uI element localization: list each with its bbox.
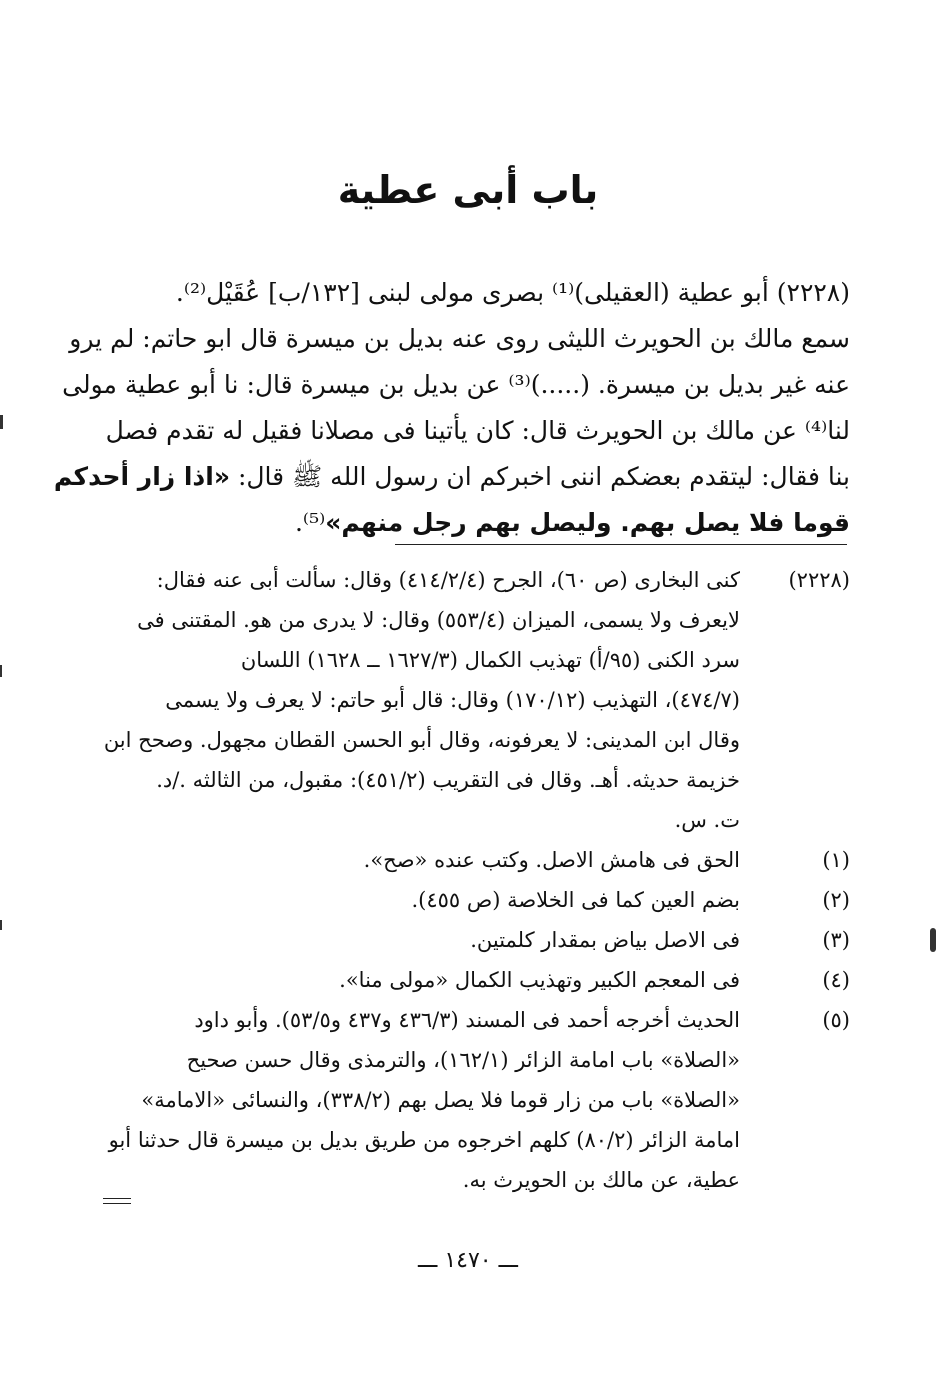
footnote-line: امامة الزائر (٨٠/٢) كلهم اخرجوه من طريق بديل بن ميسرة قال حدثنا أبو — [108, 1128, 740, 1152]
main-line — [95, 500, 850, 546]
main-line: سمع مالك بن الحويرث الليثى روى عنه بديل بن ميسرة قال ابو حاتم: لم يرو — [69, 324, 850, 353]
main-line: لنا⁽⁴⁾ عن مالك بن الحويرث قال: كان يأتينا فى مصلانا فقيل له تقدم فصل — [105, 416, 850, 445]
footnote-line: (٤٧٤/٧)، التهذيب (١٧٠/١٢) وقال: قال أبو حاتم: لا يعرف ولا يسمى — [165, 688, 740, 712]
end-rule — [103, 1198, 131, 1204]
hadith-text-start: «اذا زار أحدكم — [53, 462, 230, 491]
footnote-number: (٤) — [822, 968, 850, 992]
footnote-line: الحق فى هامش الاصل. وكتب عنده «صح». — [363, 848, 740, 872]
footnote-separator — [395, 544, 847, 545]
footnote-line: خزيمة حديثه. أهـ. وقال فى التقريب (٤٥١/٢): مقبول، من الثالثه ./د. — [156, 768, 740, 792]
main-line-text: بنا فقال: ليتقدم بعضكم اننى اخبركم ان رسول الله ﷺ قال: — [237, 462, 850, 491]
footnote-number: (٣) — [822, 928, 850, 952]
footnote-number: (٥) — [822, 1008, 850, 1032]
footnote-line: «الصلاة» باب من زار قوما فلا يصل بهم (٣٣٨/٢)، والنسائى «الامامة» — [141, 1088, 740, 1112]
footnote-number: (١) — [822, 848, 850, 872]
footnote-2228 — [95, 560, 850, 840]
footnote-line: عطية، عن مالك بن الحويرث به. — [462, 1168, 740, 1192]
footnote-number: (٢) — [822, 888, 850, 912]
footnote-line: وقال ابن المدينى: لا يعرفونه، وقال أبو الحسن القطان مجهول. وصحح ابن — [103, 728, 740, 752]
footnote-line: بضم العين كما فى الخلاصة (ص ٤٥٥). — [411, 888, 740, 912]
scan-edge-mark — [0, 665, 2, 677]
footnote-5 — [95, 1000, 850, 1200]
scan-edge-mark — [930, 928, 936, 952]
main-text — [53, 270, 850, 546]
footnote-ref: ⁽⁵⁾. — [294, 508, 326, 537]
footnote-line: فى الاصل بياض بمقدار كلمتين. — [470, 928, 740, 952]
hadith-text-end: قوما فلا يصل بهم. وليصل بهم رجل منهم» — [325, 508, 850, 537]
main-line — [53, 454, 850, 500]
footnote-line: لايعرف ولا يسمى، الميزان (٥٥٣/٤) وقال: لا يدرى من هو. المقتنى فى — [137, 608, 740, 632]
page-number: ـــ ١٤٧٠ ـــ — [418, 1248, 518, 1273]
footnote-2 — [95, 880, 850, 920]
main-line: عنه غير بديل بن ميسرة. (.....)⁽³⁾ عن بديل بن ميسرة قال: نا أبو عطية مولى — [62, 370, 850, 399]
footnote-3 — [95, 920, 850, 960]
footnote-line: «الصلاة» باب امامة الزائر (١٦٢/١)، والترمذى وقال حسن صحيح — [186, 1048, 740, 1072]
main-line: (٢٢٢٨) أبو عطية (العقيلى)⁽¹⁾ بصرى مولى لبنى [١٣٢/ب] عُقَيْل⁽²⁾. — [175, 278, 850, 307]
scan-edge-mark — [0, 415, 3, 429]
footnotes — [95, 560, 850, 1200]
footnote-line: سرد الكنى (٩٥/أ) تهذيب الكمال (١٦٢٧/٣ ــ ١٦٢٨) اللسان — [240, 648, 740, 672]
footnote-number: (٢٢٢٨) — [788, 568, 850, 592]
footnote-4 — [95, 960, 850, 1000]
footnote-line: كنى البخارى (ص ٦٠)، الجرح (٤١٤/٢/٤) وقال: سألت أبى عنه فقال: — [156, 568, 740, 592]
footnote-line: ت. س. — [674, 808, 740, 832]
footnote-1 — [95, 840, 850, 880]
footnote-line: فى المعجم الكبير وتهذيب الكمال «مولى منا». — [339, 968, 740, 992]
footnote-line: الحديث أخرجه أحمد فى المسند (٤٣٦/٣ و٤٣٧ و٥٣/٥). وأبو داود — [194, 1008, 740, 1032]
scan-edge-mark — [0, 920, 2, 930]
chapter-title: باب أبى عطية — [337, 168, 599, 212]
